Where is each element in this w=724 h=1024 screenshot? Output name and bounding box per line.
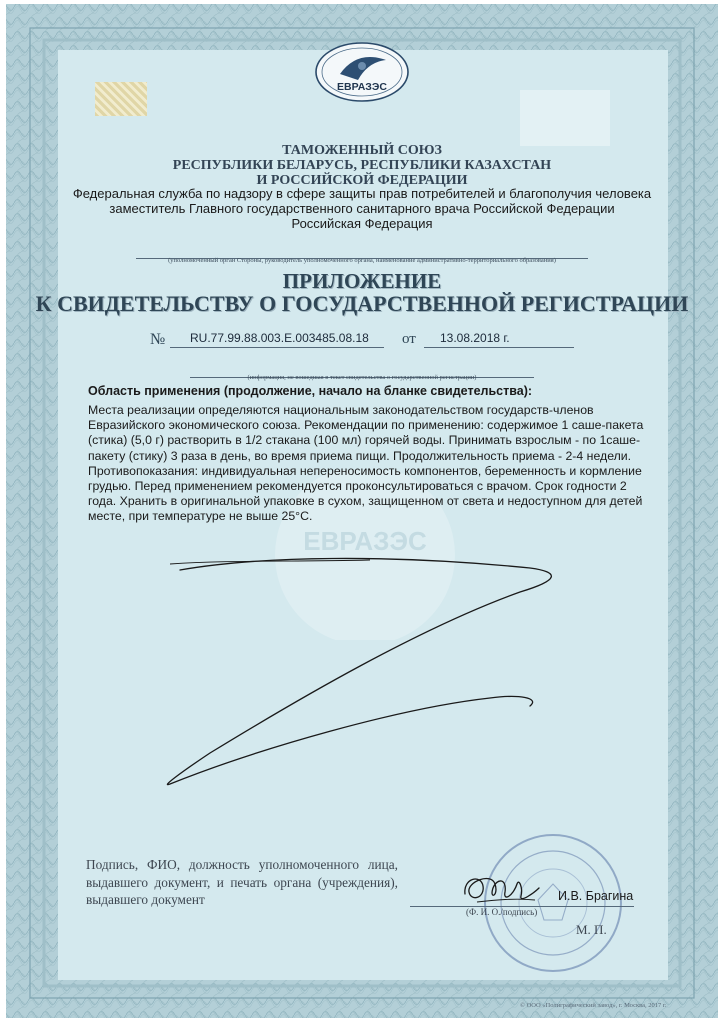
printer-imprint: © ООО «Полиграфический завод», г. Москва, 2017 г.: [520, 1002, 667, 1009]
document-subtitle: К СВИДЕТЕЛЬСТВУ О ГОСУДАРСТВЕННОЙ РЕГИСТРАЦИИ: [35, 291, 689, 316]
evrazes-emblem: [312, 40, 412, 104]
signer-name: И.В. Брагина: [558, 889, 634, 903]
content-line: пакету (стику) 3 раза в день, во время приема пищи. Продолжительность приема - 2-4 недели.: [88, 448, 632, 463]
agency-caption: (уполномоченный орган Стороны, руководитель уполномоченного органа, наименование административно-территориального образования): [168, 257, 556, 264]
section-heading: Область применения (продолжение, начало на бланке свидетельства):: [88, 384, 533, 398]
union-title-line2: РЕСПУБЛИКИ БЕЛАРУСЬ, РЕСПУБЛИКИ КАЗАХСТАН: [172, 158, 552, 173]
date-underline: [424, 347, 574, 348]
agency-line3: Российская Федерация: [291, 216, 433, 231]
content-line: грудью. Перед применением рекомендуется проконсультироваться с врачом. Срок годности 2: [88, 479, 627, 494]
stamp-place-label: М. П.: [576, 922, 607, 937]
content-line: года. Хранить в оригинальной упаковке в сухом, защищенном от света и недоступном для детей: [88, 494, 643, 509]
light-patch: [520, 90, 610, 146]
union-title-line3: И РОССИЙСКОЙ ФЕДЕРАЦИИ: [256, 173, 468, 188]
content-line: месте, при температуре не выше 25°С.: [88, 509, 313, 524]
watermark-text: ЕВРАЗЭС: [303, 526, 427, 556]
date-label: от: [402, 331, 416, 347]
content-line: (стика) (5,0 г) растворить в 1/2 стакана (100 мл) горячей воды. Принимать взрослым - по 1саше-: [88, 433, 641, 448]
content-line: Противопоказания: индивидуальная непереносимость компонентов, беременность и кормление: [88, 463, 642, 478]
content-line: Места реализации определяются национальным законодательством государств-членов: [88, 403, 594, 417]
number-label: №: [150, 331, 166, 348]
agency-line1: Федеральная служба по надзору в сфере защиты прав потребителей и благополучия человека: [72, 186, 652, 201]
signature-caption: (Ф. И. О./подпись): [466, 907, 538, 917]
union-title-line1: ТАМОЖЕННЫЙ СОЮЗ: [282, 143, 442, 158]
agency-line2: заместитель Главного государственного санитарного врача Российской Федерации: [109, 201, 615, 216]
document-title: ПРИЛОЖЕНИЕ: [282, 269, 442, 293]
content-block: [88, 403, 648, 525]
info-caption: (информация, не вошедшая в текст свидетельства о государственной регистрации): [247, 374, 477, 381]
emblem-name: ЕВРАЗЭС: [337, 81, 387, 93]
cancellation-stroke: [140, 548, 580, 798]
registration-number: RU.77.99.88.003.E.003485.08.18: [190, 331, 369, 345]
number-underline: [170, 347, 384, 348]
hologram-patch: [95, 82, 147, 116]
registration-date: 13.08.2018 г.: [440, 331, 510, 345]
signature-label: Подпись, ФИО, должность уполномоченного лица, выдавшего документ, и печать органа (учреждения), выдавшего документ: [86, 857, 398, 907]
content-line: Евразийского экономического союза. Рекомендации по применению: содержимое 1 саше-пакета: [88, 418, 644, 433]
handwritten-signature: [455, 866, 545, 910]
